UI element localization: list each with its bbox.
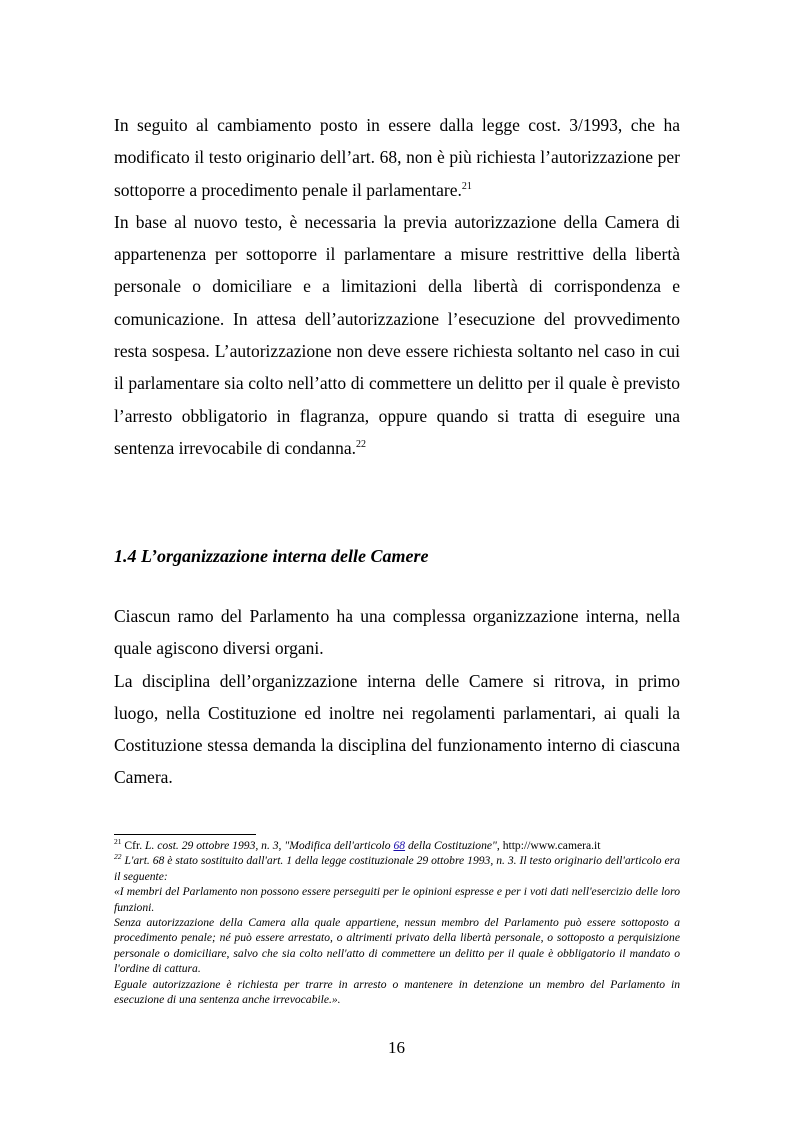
section-heading: 1.4 L’organizzazione interna delle Camere xyxy=(114,546,429,566)
footnote-22-quote-2: Senza autorizzazione della Camera alla quale appartiene, nessun membro del Parlamento può essere sottoposto a procedimento penale; né può essere arrestato, o altrimenti privato della libertà personale, o sottoposto a perquisizione personale o domiciliare, salvo che sia colto nell'atto di commettere un delitto per il quale è obbligatorio il mandato o l'ordine di cattura. xyxy=(114,916,680,976)
footnote-22: $^{22}$ L'art. 68 è stato sostituito dall'art. 1 della legge costituzionale 29 ottobre 1993, n. 3. Il testo originario dell'articolo era il seguente: xyxy=(114,852,680,883)
article-68-link[interactable]: 68 xyxy=(393,839,406,852)
footnote-separator xyxy=(114,834,256,835)
footnote-21: $^{21}$ Cfr. L. cost. 29 ottobre 1993, n. 3, "Modifica dell'articolo 68 della Costituzione", http://www.camera.it xyxy=(114,837,601,852)
footnote-ref-22[interactable]: 22 xyxy=(355,439,366,451)
body-text-top xyxy=(114,109,680,464)
footnote-22-quote-3: Eguale autorizzazione è richiesta per trarre in arresto o mantenere in detenzione un membro del Parlamento in esecuzione di una sentenza anche irrevocabile.». xyxy=(114,977,680,1007)
footnote-ref-21[interactable]: 21 xyxy=(461,180,472,192)
paragraph-2: In base al nuovo testo, è necessaria la previa autorizzazione della Camera di appartenenza per sottoporre il parlamentare a misure restrittive della libertà personale o domiciliare e a limitazioni della libertà di corrispondenza e comunicazione. In attesa dell’autorizzazione l’esecuzione del provvedimento resta sospesa. L’autorizzazione non deve essere richiesta soltanto nel caso in cui il parlamentare sia colto nell’atto di commettere un delitto per il quale è previsto l’arresto obbligatorio in flagranza, oppure quando si tratta di eseguire una sentenza irrevocabile di condanna.$^{22}$ xyxy=(114,211,680,458)
paragraph-3: Ciascun ramo del Parlamento ha una complessa organizzazione interna, nella quale agiscono diversi organi. xyxy=(114,606,680,659)
footnotes xyxy=(114,838,680,1007)
paragraph-4: La disciplina dell’organizzazione interna delle Camere si ritrova, in primo luogo, nella Costituzione ed inoltre nei regolamenti parlamentari, ai quali la Costituzione stessa demanda la disciplina del funzionamento interno di ciascuna Camera. xyxy=(114,670,680,788)
body-text-section xyxy=(114,600,680,794)
footnote-22-quote-1: «I membri del Parlamento non possono essere perseguiti per le opinioni espresse e per i voti dati nell'esercizio delle loro funzioni. xyxy=(114,885,680,914)
paragraph-1: In seguito al cambiamento posto in essere dalla legge cost. 3/1993, che ha modificato il testo originario dell’art. 68, non è più richiesta l’autorizzazione per sottoporre a procedimento penale il parlamentare.$^{21}$ xyxy=(114,115,680,200)
page-number: 16 xyxy=(388,1038,405,1057)
